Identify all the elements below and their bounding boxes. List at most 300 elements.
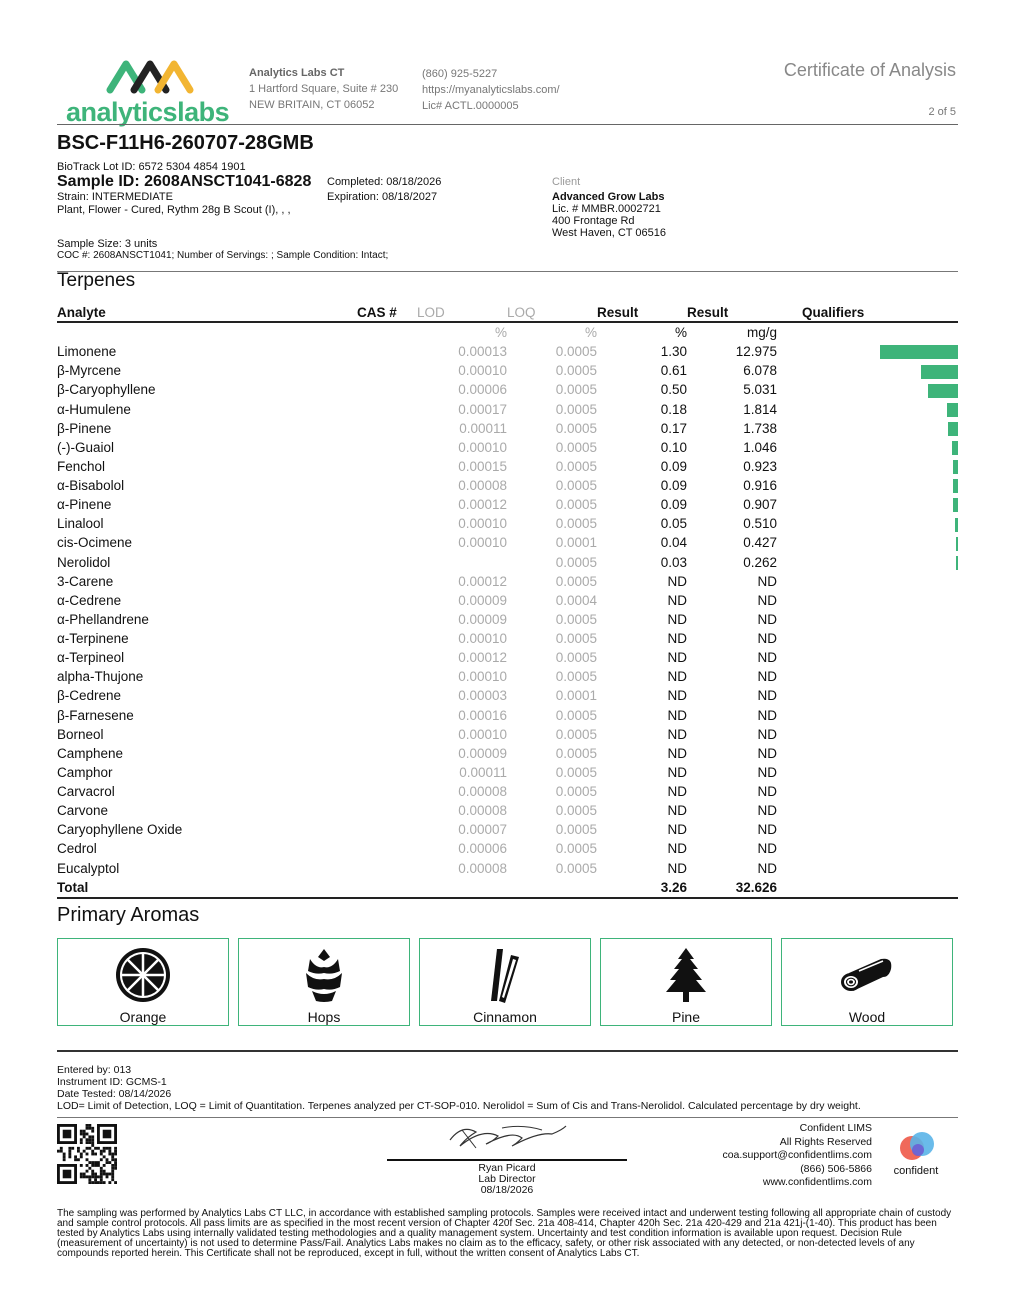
entered-by: Entered by: 013 <box>57 1064 132 1076</box>
result-pct-cell: ND <box>667 745 687 761</box>
result-bar <box>953 498 958 512</box>
result-mg-cell: ND <box>757 669 777 685</box>
lod-cell: 0.00016 <box>458 707 507 723</box>
confident-web[interactable]: www.confidentlims.com <box>762 1176 872 1188</box>
result-mg-cell: ND <box>757 860 777 876</box>
expiration-date: Expiration: 08/18/2027 <box>327 191 438 203</box>
result-bar <box>880 345 958 359</box>
qualifier-bar-cell <box>802 438 958 457</box>
analyte-cell: β-Pinene <box>57 420 112 436</box>
cas-cell <box>357 514 417 533</box>
lod-cell: 0.00009 <box>458 592 507 608</box>
lab-website[interactable]: https://myanalyticslabs.com/ <box>422 84 560 96</box>
spacer-cell <box>777 820 802 839</box>
lod-cell: 0.00015 <box>458 458 507 474</box>
loq-cell: 0.0005 <box>555 822 597 838</box>
analyte-cell: α-Bisabolol <box>57 478 125 494</box>
spacer-cell <box>777 591 802 610</box>
client-name: Advanced Grow Labs <box>552 191 665 203</box>
analyte-cell: (-)-Guaiol <box>57 439 115 455</box>
lod-cell: 0.00011 <box>459 764 507 780</box>
loq-cell: 0.0005 <box>555 745 597 761</box>
result-pct-cell: ND <box>667 573 687 589</box>
qualifier-bar-cell <box>802 610 958 629</box>
qualifier-bar-cell <box>802 744 958 763</box>
spacer-cell <box>777 572 802 591</box>
loq-cell: 0.0005 <box>555 860 597 876</box>
cas-cell <box>357 782 417 801</box>
spacer-cell <box>777 686 802 705</box>
qr-code[interactable] <box>57 1124 117 1184</box>
confident-contact <box>722 1122 872 1190</box>
spacer-cell <box>777 457 802 476</box>
loq-cell: 0.0005 <box>555 497 597 513</box>
result-mg-cell: ND <box>757 764 777 780</box>
table-row <box>57 400 958 419</box>
cas-cell <box>357 610 417 629</box>
loq-cell: 0.0001 <box>555 688 597 704</box>
result-mg-cell: ND <box>757 592 777 608</box>
result-mg-cell: 0.510 <box>743 516 777 532</box>
cas-cell <box>357 342 417 361</box>
biotrack-lot: BioTrack Lot ID: 6572 5304 4854 1901 <box>57 161 246 173</box>
analyte-cell: α-Phellandrene <box>57 611 149 627</box>
cas-cell <box>357 572 417 591</box>
result-bar <box>952 441 958 455</box>
spacer-cell <box>777 438 802 457</box>
confident-phone: (866) 506-5866 <box>800 1162 872 1175</box>
analyte-cell: Borneol <box>57 726 104 742</box>
spacer-cell <box>777 610 802 629</box>
cas-cell <box>357 476 417 495</box>
loq-cell: 0.0005 <box>555 420 597 436</box>
analyte-cell: β-Farnesene <box>57 707 134 723</box>
spacer-cell <box>777 648 802 667</box>
result-pct-cell: ND <box>667 592 687 608</box>
page-number: 2 of 5 <box>928 106 956 118</box>
terpenes-table <box>57 303 958 899</box>
result-pct-cell: ND <box>667 726 687 742</box>
strain: Strain: INTERMEDIATE <box>57 191 173 203</box>
loq-cell: 0.0005 <box>555 344 597 360</box>
client-label: Client <box>552 176 581 188</box>
cas-cell <box>357 820 417 839</box>
loq-cell: 0.0005 <box>555 631 597 647</box>
result-pct-cell: 0.10 <box>660 439 687 455</box>
table-row <box>57 533 958 552</box>
result-mg-cell: ND <box>757 745 777 761</box>
result-pct-cell: 0.09 <box>660 497 687 513</box>
client-block <box>552 176 666 239</box>
lod-cell: 0.00009 <box>458 745 507 761</box>
cas-cell <box>357 457 417 476</box>
notes-block <box>57 1064 861 1112</box>
table-row <box>57 801 958 820</box>
qualifier-bar-cell <box>802 400 958 419</box>
analyte-cell: α-Humulene <box>57 401 131 417</box>
loq-cell: 0.0005 <box>555 554 597 570</box>
qualifier-bar-cell <box>802 667 958 686</box>
unit-result-pct: % <box>674 325 687 341</box>
cas-cell <box>357 533 417 552</box>
cas-cell <box>357 706 417 725</box>
lod-cell: 0.00012 <box>458 573 507 589</box>
lod-cell: 0.00008 <box>458 803 507 819</box>
spacer-cell <box>777 667 802 686</box>
result-bar <box>921 365 958 379</box>
analyte-cell: Camphor <box>57 764 113 780</box>
loq-cell: 0.0005 <box>555 363 597 379</box>
result-pct-cell: ND <box>667 688 687 704</box>
qualifier-bar-cell <box>802 572 958 591</box>
qualifier-bar-cell <box>802 782 958 801</box>
col-lod: LOD <box>417 303 507 322</box>
table-row <box>57 667 958 686</box>
matrix: Plant, Flower - Cured, Rythm 28g B Scout (I), , , <box>57 204 291 216</box>
analyte-cell: 3-Carene <box>57 573 114 589</box>
result-pct-cell: 0.05 <box>660 516 687 532</box>
aroma-name: Wood <box>848 1009 886 1025</box>
cas-cell <box>357 839 417 858</box>
qualifier-bar-cell <box>802 553 958 572</box>
aroma-name: Hops <box>307 1009 341 1025</box>
qualifier-bar-cell <box>802 839 958 858</box>
lod-cell: 0.00008 <box>458 478 507 494</box>
analyte-cell: Limonene <box>57 344 117 360</box>
logo-mark-icon <box>66 56 226 96</box>
col-loq: LOQ <box>507 303 597 322</box>
lod-cell: 0.00006 <box>458 841 507 857</box>
lod-cell: 0.00010 <box>458 363 507 379</box>
lab-license: Lic# ACTL.0000005 <box>422 100 519 112</box>
result-pct-cell: ND <box>667 631 687 647</box>
table-row <box>57 686 958 705</box>
col-cas: CAS # <box>357 303 417 322</box>
spacer-cell <box>777 400 802 419</box>
spacer-cell <box>777 706 802 725</box>
qualifier-bar-cell <box>802 533 958 552</box>
result-mg-cell: ND <box>757 631 777 647</box>
analyte-cell: Carvacrol <box>57 784 115 800</box>
cas-cell <box>357 438 417 457</box>
spacer-cell <box>777 476 802 495</box>
loq-cell: 0.0005 <box>555 516 597 532</box>
col-qualifiers: Qualifiers <box>802 303 958 322</box>
unit-result-mg: mg/g <box>746 325 777 341</box>
confident-line-1: Confident LIMS <box>799 1122 872 1134</box>
loq-cell: 0.0005 <box>555 841 597 857</box>
cas-cell <box>357 859 417 878</box>
document-title: Certificate of Analysis <box>783 60 956 80</box>
hops-icon <box>294 945 354 1005</box>
lod-cell: 0.00010 <box>458 535 507 551</box>
aromas-title: Primary Aromas <box>57 904 200 926</box>
analyte-cell: Linalool <box>57 516 104 532</box>
loq-cell: 0.0005 <box>555 401 597 417</box>
table-row <box>57 438 958 457</box>
result-bar <box>947 403 958 417</box>
loq-cell: 0.0005 <box>555 707 597 723</box>
result-mg-cell: 0.916 <box>743 478 777 494</box>
table-row <box>57 514 958 533</box>
result-pct-cell: ND <box>667 822 687 838</box>
cas-cell <box>357 667 417 686</box>
table-row <box>57 706 958 725</box>
lod-cell: 0.00013 <box>458 344 507 360</box>
lod-cell: 0.00010 <box>458 439 507 455</box>
loq-cell: 0.0005 <box>555 382 597 398</box>
analyte-cell: α-Cedrene <box>57 592 122 608</box>
table-row <box>57 744 958 763</box>
table-row <box>57 839 958 858</box>
spacer-cell <box>777 744 802 763</box>
lod-cell: 0.00008 <box>458 860 507 876</box>
batch-id: BSC-F11H6-260707-28GMB <box>57 132 314 154</box>
terpenes-title: Terpenes <box>57 270 136 291</box>
signer-title: Lab Director <box>478 1173 536 1185</box>
lod-cell: 0.00010 <box>458 726 507 742</box>
spacer-cell <box>777 495 802 514</box>
cas-cell <box>357 495 417 514</box>
qualifier-bar-cell <box>802 763 958 782</box>
result-pct-cell: 0.03 <box>660 554 687 570</box>
cas-cell <box>357 686 417 705</box>
result-mg-cell: ND <box>757 707 777 723</box>
result-pct-cell: 0.61 <box>660 363 687 379</box>
aroma-name: Cinnamon <box>473 1009 537 1025</box>
client-address-2: West Haven, CT 06516 <box>552 227 666 239</box>
aroma-card-orange <box>57 938 229 1026</box>
qualifier-bar-cell <box>802 476 958 495</box>
lod-cell: 0.00010 <box>458 516 507 532</box>
qualifier-bar-cell <box>802 801 958 820</box>
result-pct-cell: ND <box>667 784 687 800</box>
qualifier-bar-cell <box>802 419 958 438</box>
lod-cell: 0.00010 <box>458 631 507 647</box>
spacer-cell <box>777 725 802 744</box>
table-row <box>57 476 958 495</box>
table-row <box>57 419 958 438</box>
spacer-cell <box>777 782 802 801</box>
logo-text: analyticslabs <box>66 97 230 127</box>
confident-logo-text: confident <box>893 1165 939 1177</box>
loq-cell: 0.0005 <box>555 611 597 627</box>
result-mg-cell: ND <box>757 650 777 666</box>
result-mg-cell: 6.078 <box>743 363 777 379</box>
loq-cell: 0.0005 <box>555 764 597 780</box>
result-mg-cell: 0.923 <box>743 458 777 474</box>
analyte-cell: Eucalyptol <box>57 860 120 876</box>
analyte-cell: β-Myrcene <box>57 363 122 379</box>
table-row <box>57 495 958 514</box>
signature-date: 08/18/2026 <box>480 1184 534 1196</box>
confident-logo-icon <box>896 1132 936 1162</box>
analyte-cell: α-Terpinene <box>57 631 129 647</box>
aroma-card-wood <box>781 938 953 1026</box>
cas-cell <box>357 419 417 438</box>
spacer-cell <box>777 839 802 858</box>
qualifier-bar-cell <box>802 457 958 476</box>
analyte-cell: Cedrol <box>57 841 97 857</box>
result-mg-cell: 12.975 <box>735 344 777 360</box>
lod-cell: 0.00003 <box>458 688 507 704</box>
lod-cell: 0.00010 <box>458 669 507 685</box>
table-row <box>57 859 958 878</box>
cas-cell <box>357 744 417 763</box>
result-pct-cell: ND <box>667 669 687 685</box>
result-mg-cell: ND <box>757 803 777 819</box>
result-pct-cell: 0.50 <box>660 382 687 398</box>
result-mg-cell: ND <box>757 611 777 627</box>
qr-code-icon <box>57 1124 117 1184</box>
loq-cell: 0.0005 <box>555 478 597 494</box>
cas-cell <box>357 763 417 782</box>
result-mg-cell: 1.046 <box>743 439 777 455</box>
cas-cell <box>357 400 417 419</box>
completed-date: Completed: 08/18/2026 <box>327 176 442 188</box>
spacer-cell <box>777 419 802 438</box>
col-analyte: Analyte <box>57 303 357 322</box>
loq-cell: 0.0004 <box>555 592 597 608</box>
result-pct-cell: 0.18 <box>660 401 687 417</box>
sample-id: Sample ID: 2608ANSCT1041-6828 <box>57 173 312 190</box>
analyte-cell: Caryophyllene Oxide <box>57 822 183 838</box>
analyte-cell: alpha-Thujone <box>57 669 144 685</box>
aroma-name: Orange <box>119 1009 167 1025</box>
lod-cell: 0.00017 <box>458 401 507 417</box>
lod-cell: 0.00011 <box>459 420 507 436</box>
loq-cell: 0.0001 <box>555 535 597 551</box>
loq-cell: 0.0005 <box>555 650 597 666</box>
definitions: LOD= Limit of Detection, LOQ = Limit of Quantitation. Terpenes analyzed per CT-SOP-010. Nerolidol = Sum of Cis and Trans-Nerolidol. Calculated percentage by dry weight. <box>57 1100 861 1112</box>
aroma-card-pine <box>600 938 772 1026</box>
aroma-name: Pine <box>671 1009 701 1025</box>
table-row <box>57 572 958 591</box>
units-row <box>57 322 958 342</box>
lod-cell: 0.00008 <box>458 784 507 800</box>
pine-tree-icon <box>656 945 716 1005</box>
result-pct-cell: ND <box>667 707 687 723</box>
spacer-cell <box>777 533 802 552</box>
loq-cell: 0.0005 <box>555 439 597 455</box>
unit-loq: % <box>584 325 597 341</box>
cas-cell <box>357 725 417 744</box>
lod-cell: 0.00012 <box>458 650 507 666</box>
result-mg-cell: 1.738 <box>743 420 777 436</box>
spacer-cell <box>777 380 802 399</box>
loq-cell: 0.0005 <box>555 458 597 474</box>
table-row <box>57 610 958 629</box>
confident-email[interactable]: coa.support@confidentlims.com <box>722 1149 872 1161</box>
result-pct-cell: 0.09 <box>660 478 687 494</box>
result-bar <box>956 537 958 551</box>
result-mg-cell: ND <box>757 726 777 742</box>
result-pct-cell: 0.09 <box>660 458 687 474</box>
qualifier-bar-cell <box>802 342 958 361</box>
aroma-card-hops <box>238 938 410 1026</box>
result-mg-cell: ND <box>757 573 777 589</box>
qualifier-bar-cell <box>802 686 958 705</box>
result-pct-cell: ND <box>667 803 687 819</box>
analyte-cell: Carvone <box>57 803 109 819</box>
qualifier-bar-cell <box>802 629 958 648</box>
table-row <box>57 763 958 782</box>
spacer-cell <box>777 763 802 782</box>
result-mg-cell: 0.262 <box>743 554 777 570</box>
qualifier-bar-cell <box>802 820 958 839</box>
total-pct: 3.26 <box>660 879 687 895</box>
signature-image <box>442 1120 572 1154</box>
confident-logo <box>886 1132 946 1177</box>
instrument-id: Instrument ID: GCMS-1 <box>57 1076 167 1088</box>
lod-cell: 0.00007 <box>458 822 507 838</box>
lab-phone-web <box>422 66 560 114</box>
orange-slice-icon <box>113 945 173 1005</box>
section-divider <box>57 271 958 272</box>
cinnamon-stick-icon <box>475 945 535 1005</box>
col-result-pct: Result <box>597 303 687 322</box>
spacer-cell <box>777 514 802 533</box>
table-row <box>57 553 958 572</box>
qualifier-bar-cell <box>802 725 958 744</box>
spacer-cell <box>777 342 802 361</box>
cas-cell <box>357 553 417 572</box>
aromas-divider <box>57 1050 958 1052</box>
table-row <box>57 342 958 361</box>
col-result-mg: Result <box>687 303 777 322</box>
result-mg-cell: ND <box>757 841 777 857</box>
lab-phone: (860) 925-5227 <box>422 68 498 80</box>
analyte-cell: α-Terpineol <box>57 650 125 666</box>
analyte-cell: β-Cedrene <box>57 688 122 704</box>
qualifier-bar-cell <box>802 495 958 514</box>
cas-cell <box>357 629 417 648</box>
result-pct-cell: 0.17 <box>660 420 687 436</box>
signature-block <box>387 1120 627 1196</box>
analyte-cell: cis-Ocimene <box>57 535 133 551</box>
spacer-cell <box>777 801 802 820</box>
result-pct-cell: ND <box>667 650 687 666</box>
table-row <box>57 782 958 801</box>
lod-cell <box>417 553 507 572</box>
spacer-cell <box>777 361 802 380</box>
result-pct-cell: ND <box>667 841 687 857</box>
result-mg-cell: ND <box>757 822 777 838</box>
qualifier-bar-cell <box>802 380 958 399</box>
table-row <box>57 725 958 744</box>
result-bar <box>956 556 958 570</box>
total-mg: 32.626 <box>735 879 777 895</box>
qualifier-bar-cell <box>802 648 958 667</box>
qualifier-bar-cell <box>802 591 958 610</box>
result-bar <box>948 422 958 436</box>
loq-cell: 0.0005 <box>555 803 597 819</box>
spacer-cell <box>777 553 802 572</box>
result-pct-cell: 0.04 <box>660 535 687 551</box>
result-mg-cell: 0.427 <box>743 535 777 551</box>
result-pct-cell: 1.30 <box>660 344 687 360</box>
table-row <box>57 361 958 380</box>
table-row <box>57 820 958 839</box>
table-header-row <box>57 303 958 322</box>
table-row <box>57 648 958 667</box>
table-row <box>57 457 958 476</box>
table-row <box>57 380 958 399</box>
result-bar <box>953 460 958 474</box>
result-bar <box>953 479 958 493</box>
result-bar <box>955 518 958 532</box>
aroma-card-cinnamon <box>419 938 591 1026</box>
